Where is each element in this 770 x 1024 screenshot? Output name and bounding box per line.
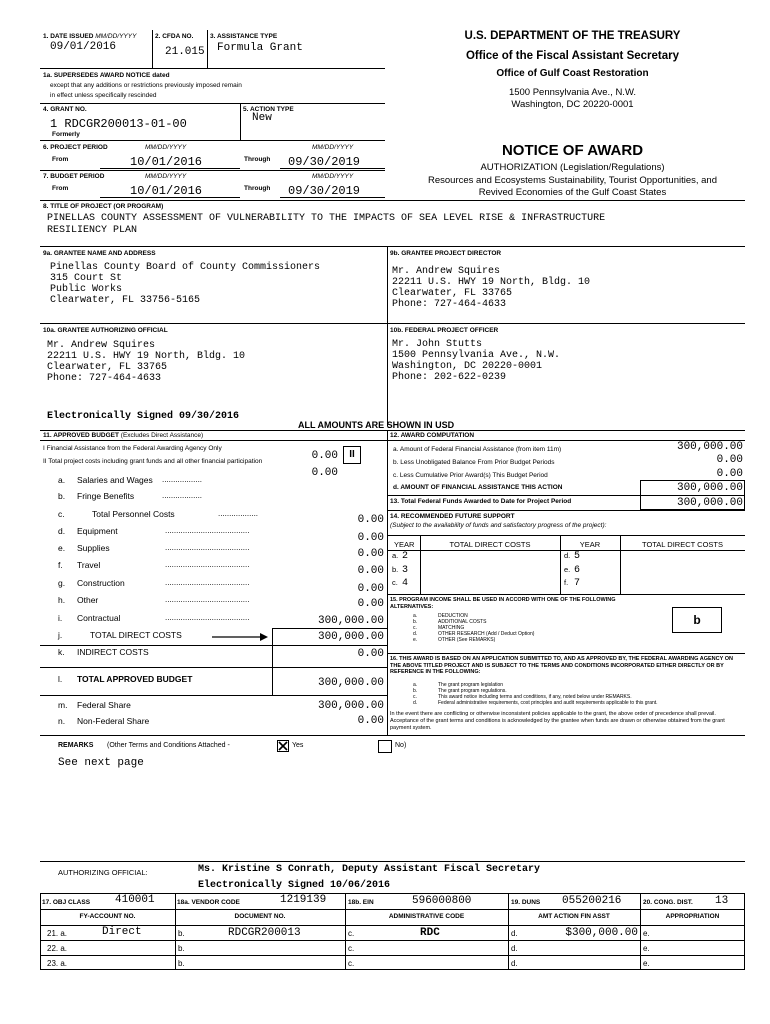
accounting-admin-value: RDC: [420, 927, 440, 939]
accounting-col-letter: c.: [348, 929, 355, 938]
terms-footer: In the event there are conflicting or otherwise inconsistent policies applicable to the grant, the above order of precedence shall prevail. Acceptance of the grant terms and conditions is acknowledged by the grantee when funds are drawn or otherwise obtained from the grant payment system.: [390, 711, 725, 731]
divider: [387, 535, 745, 536]
budget-line-letter: g.: [58, 578, 66, 588]
budget-line-letter: a.: [58, 475, 66, 485]
checkmark-x-icon: [278, 741, 288, 751]
divider: [387, 495, 640, 496]
divider: [387, 510, 745, 511]
accounting-col-letter: c.: [348, 959, 355, 968]
budget-line-letter: i.: [58, 613, 63, 623]
director-label: 9b. GRANTEE PROJECT DIRECTOR: [390, 250, 502, 257]
award-computation-label: 12. AWARD COMPUTATION: [390, 432, 475, 439]
total-funds-value: 300,000.00: [676, 497, 743, 509]
divider: [40, 430, 745, 431]
divider: [387, 653, 745, 654]
divider: [40, 861, 745, 862]
underline: [280, 197, 385, 198]
divider: [40, 667, 387, 668]
budget-line-name: Travel: [77, 560, 101, 570]
from-label: From: [52, 156, 69, 163]
future-row-letter: f.: [564, 578, 569, 587]
grantee-line: Pinellas County Board of County Commissioners: [50, 262, 321, 273]
project-title-line: RESILIENCY PLAN: [47, 225, 138, 236]
director-line: Clearwater, FL 33765: [392, 288, 513, 299]
budget-line-name: Total Personnel Costs: [92, 509, 175, 519]
date-issued-label: 1. DATE ISSUED MM/DD/YYYY: [43, 33, 137, 40]
divider: [272, 628, 387, 629]
future-row-year: 3: [402, 565, 409, 576]
budget-line-value: 300,000.00: [317, 700, 384, 712]
budget-line-dots: ......................................: [165, 543, 250, 552]
budget-line-letter: n.: [58, 716, 66, 726]
budget-line-letter: c.: [58, 509, 65, 519]
period-from-value: 10/01/2016: [130, 155, 203, 169]
future-row-year: 6: [574, 565, 581, 576]
program-income-selected: b: [672, 607, 722, 633]
budget-line-letter: e.: [58, 543, 66, 553]
authorizing-official-signature-label: AUTHORIZING OFFICIAL:: [58, 868, 148, 877]
budget-line-dots: ......................................: [165, 526, 250, 535]
divider: [40, 200, 745, 201]
director-line: Mr. Andrew Squires: [392, 266, 501, 277]
date-format: MM/DD/YYYY: [145, 144, 187, 151]
date-format: MM/DD/YYYY: [145, 173, 187, 180]
budget-line-value: 0.00: [357, 532, 384, 544]
income-option-letter: a.: [413, 613, 418, 619]
duns-label: 19. DUNS: [511, 899, 541, 906]
accounting-amount-value: $300,000.00: [565, 927, 638, 939]
budget-line-letter: l.: [58, 674, 63, 684]
remarks-no-checkbox[interactable]: [378, 740, 392, 753]
budget-line-name: Federal Share: [77, 700, 131, 710]
future-support-label: 14. RECOMMENDED FUTURE SUPPORT: [390, 513, 515, 520]
computation-a-value: 300,000.00: [676, 441, 743, 453]
budget-line-letter: d.: [58, 526, 66, 536]
cfda-label: 2. CFDA NO.: [155, 33, 194, 40]
divider: [40, 170, 385, 171]
assistance-type-label: 3. ASSISTANCE TYPE: [210, 33, 278, 40]
supersedes-note: except that any additions or restrictions previously imposed remain: [50, 82, 242, 89]
budget-line-name: TOTAL DIRECT COSTS: [90, 630, 182, 640]
accounting-col-letter: b.: [178, 944, 185, 953]
budget-line-dots: ..................: [162, 475, 203, 484]
budget-line-name: Equipment: [77, 526, 118, 536]
underline: [100, 197, 240, 198]
divider: [272, 628, 273, 668]
action-type-label: 5. ACTION TYPE: [243, 106, 294, 113]
grantee-line: Clearwater, FL 33756-5165: [50, 295, 201, 306]
authorizing-official-signed: Electronically Signed 10/06/2016: [198, 880, 391, 891]
divider: [640, 495, 745, 496]
future-row-year: 5: [574, 551, 581, 562]
income-option-text: ADDITIONAL COSTS: [438, 619, 487, 625]
future-row-letter: a.: [392, 551, 399, 560]
divider: [387, 246, 388, 426]
official-line: Phone: 727-464-4633: [47, 373, 162, 384]
officer-line: 1500 Pennsylvania Ave., N.W.: [392, 350, 561, 361]
future-cost-header: TOTAL DIRECT COSTS: [642, 540, 723, 549]
future-row-year: 4: [402, 578, 409, 589]
terms-item-letter: c.: [413, 694, 417, 700]
through-label: Through: [244, 156, 271, 163]
income-option-text: OTHER RESEARCH (Add / Deduct Option): [438, 631, 535, 637]
period-through-value: 09/30/2019: [288, 155, 361, 169]
ein-label: 18b. EIN: [348, 899, 374, 906]
remarks-note: (Other Terms and Conditions Attached -: [107, 742, 230, 749]
divider: [387, 430, 388, 735]
grantee-signature: Electronically Signed 09/30/2016: [47, 411, 240, 422]
computation-d-value: 300,000.00: [676, 482, 743, 494]
official-line: Clearwater, FL 33765: [47, 362, 168, 373]
terms-item-letter: d.: [413, 700, 418, 706]
grant-no-label: 4. GRANT NO.: [43, 106, 87, 113]
arrow-right-icon: [212, 629, 268, 639]
vendor-code-label: 18a. VENDOR CODE: [177, 899, 240, 906]
col-document-no: DOCUMENT NO.: [234, 913, 286, 920]
date-format: MM/DD/YYYY: [312, 144, 354, 151]
agency-sub-office: Office of Gulf Coast Restoration: [496, 68, 649, 79]
budget-line-name: Fringe Benefits: [77, 491, 135, 501]
authorization-line: Resources and Ecosystems Sustainability, Tourist Opportunities, and: [427, 175, 717, 186]
divider: [387, 594, 745, 595]
underline: [100, 168, 240, 169]
budget-line-name: Supplies: [77, 543, 110, 553]
accounting-col-letter: b.: [178, 959, 185, 968]
date-issued-value: 09/01/2016: [50, 41, 117, 53]
future-row-letter: b.: [392, 565, 399, 574]
authorization-line: AUTHORIZATION (Legislation/Regulations): [480, 162, 665, 173]
divider: [207, 30, 208, 68]
agency-office: Office of the Fiscal Assistant Secretary: [465, 50, 680, 62]
divider: [240, 103, 241, 140]
budget-line-dots: ......................................: [165, 613, 250, 622]
future-row-letter: d.: [564, 551, 571, 560]
agency-address: 1500 Pennsylvania Ave., N.W.: [508, 87, 637, 98]
budget-line-value: 0.00: [357, 548, 384, 560]
official-line: Mr. Andrew Squires: [47, 340, 156, 351]
computation-d-label: d. AMOUNT OF FINANCIAL ASSISTANCE THIS ACTION: [393, 484, 563, 491]
obj-class-label: 17. OBJ CLASS: [42, 899, 91, 906]
budget-line-name: INDIRECT COSTS: [77, 647, 149, 657]
budget-line-value: 0.00: [357, 565, 384, 577]
remarks-text: See next page: [58, 757, 144, 769]
action-type-value: New: [252, 112, 272, 124]
divider: [40, 645, 387, 646]
income-option-letter: c.: [413, 625, 417, 631]
budget-line-letter: m.: [58, 700, 68, 710]
budget-line-value: 0.00: [357, 598, 384, 610]
officer-line: Mr. John Stutts: [392, 339, 483, 350]
assistance-type-value: Formula Grant: [217, 42, 303, 54]
budget-line-dots: ......................................: [165, 560, 250, 569]
budget-period-label: 7. BUDGET PERIOD: [43, 173, 105, 180]
budget-line-value: 300,000.00: [317, 677, 384, 689]
accounting-col-letter: d.: [511, 944, 518, 953]
grantee-label: 9a. GRANTEE NAME AND ADDRESS: [43, 250, 156, 257]
budget-line-name: TOTAL APPROVED BUDGET: [77, 674, 193, 684]
budget-line-name: Other: [77, 595, 99, 605]
divider: [40, 323, 745, 324]
agency-department: U.S. DEPARTMENT OF THE TREASURY: [464, 30, 681, 42]
income-option-text: DEDUCTION: [438, 613, 468, 619]
budget-line-value: 0.00: [357, 648, 384, 660]
budget-line-letter: j.: [58, 630, 63, 640]
cfda-value: 21.015: [165, 46, 205, 58]
future-row-letter: c.: [392, 578, 398, 587]
budget-line-letter: b.: [58, 491, 66, 501]
divider: [40, 735, 745, 736]
remarks-yes-checkbox[interactable]: [277, 740, 289, 752]
col-admin-code: ADMINISTRATIVE CODE: [388, 913, 465, 920]
accounting-col-letter: d.: [511, 959, 518, 968]
accounting-row-number: 22. a.: [47, 944, 68, 953]
formerly-label: Formerly: [52, 131, 80, 138]
total-funds-label: 13. Total Federal Funds Awarded to Date for Project Period: [390, 498, 572, 505]
director-line: Phone: 727-464-4633: [392, 299, 507, 310]
authorizing-official-label: 10a. GRANTEE AUTHORIZING OFFICIAL: [43, 327, 168, 334]
budget-from-value: 10/01/2016: [130, 184, 203, 198]
future-support-note: (Subject to the availability of funds and satisfactory progress of the project):: [390, 522, 607, 529]
budget-line-value: 0.00: [357, 715, 384, 727]
supersedes-label: 1a. SUPERSEDES AWARD NOTICE dated: [43, 72, 170, 79]
divider: [508, 893, 509, 970]
project-title-label: 8. TITLE OF PROJECT (OR PROGRAM): [43, 203, 164, 210]
accounting-col-letter: c.: [348, 944, 355, 953]
budget-line-name: Contractual: [77, 613, 121, 623]
federal-officer-label: 10b. FEDERAL PROJECT OFFICER: [390, 327, 499, 334]
income-option-text: MATCHING: [438, 625, 465, 631]
future-row-letter: e.: [564, 565, 571, 574]
divider: [40, 695, 387, 696]
budget-line-letter: h.: [58, 595, 66, 605]
future-row-year: 7: [574, 578, 581, 589]
accounting-col-letter: b.: [178, 929, 185, 938]
computation-b-label: b. Less Unobligated Balance From Prior Budget Periods: [393, 459, 555, 466]
col-fy-account: FY-ACCOUNT NO.: [79, 913, 136, 920]
future-year-header: YEAR: [394, 540, 415, 549]
divider: [175, 893, 176, 970]
director-line: 22211 U.S. HWY 19 North, Bldg. 10: [392, 277, 591, 288]
divider: [640, 893, 641, 970]
budget-line-value: 0.00: [357, 514, 384, 526]
budget-line-value: 0.00: [357, 583, 384, 595]
cong-dist-label: 20. CONG. DIST.: [643, 899, 693, 906]
remarks-no-label: No): [395, 742, 407, 749]
budget-line-value: 0.00: [311, 467, 338, 479]
obj-class-value: 410001: [115, 894, 155, 906]
future-year-header: YEAR: [579, 540, 601, 549]
terms-item-text: The grant program legislation: [438, 682, 504, 688]
future-cost-header: TOTAL DIRECT COSTS: [449, 540, 531, 549]
income-option-text: OTHER (See REMARKS): [438, 637, 496, 643]
accounting-col-letter: d.: [511, 929, 518, 938]
vendor-code-value: 1219139: [280, 894, 327, 906]
grant-no-value: 1 RDCGR200013-01-00: [50, 117, 187, 131]
approved-budget-label: 11. APPROVED BUDGET (Excludes Direct Assistance): [43, 432, 204, 439]
notice-of-award-title: NOTICE OF AWARD: [501, 142, 644, 159]
authorizing-official-name: Ms. Kristine S Conrath, Deputy Assistant Fiscal Secretary: [198, 864, 541, 875]
project-title-line: PINELLAS COUNTY ASSESSMENT OF VULNERABILITY TO THE IMPACTS OF SEA LEVEL RISE & INFRASTRUCTURE: [47, 213, 606, 224]
computation-a-label: a. Amount of Federal Financial Assistance (from item 11m): [393, 446, 562, 453]
accounting-col-letter: e.: [643, 929, 650, 938]
remarks-label: REMARKS: [58, 742, 94, 749]
budget-line-dots: ..................: [218, 509, 259, 518]
divider: [40, 68, 385, 69]
divider: [40, 140, 385, 141]
project-period-label: 6. PROJECT PERIOD: [43, 144, 108, 151]
terms-item-letter: a.: [413, 682, 418, 688]
income-option-letter: e.: [413, 637, 418, 643]
terms-item-text: The grant program regulations.: [438, 688, 507, 694]
official-line: 22211 U.S. HWY 19 North, Bldg. 10: [47, 351, 246, 362]
from-label: From: [52, 185, 69, 192]
accounting-fy-value: Direct: [102, 926, 142, 938]
computation-b-value: 0.00: [716, 454, 743, 466]
terms-item-text: Federal administrative requirements, cost principles and audit requirements applicable to this grant.: [438, 700, 658, 706]
divider: [272, 667, 273, 695]
program-income-label: 15. PROGRAM INCOME SHALL BE USED IN ACCORD WITH ONE OF THE FOLLOWING ALTERNATIVES:: [390, 597, 616, 610]
budget-line-value: 0.00: [311, 450, 338, 462]
divider: [40, 440, 387, 441]
computation-c-label: c. Less Cumulative Prior Award(s) This Budget Period: [393, 472, 548, 479]
budget-line-name: Non-Federal Share: [77, 716, 150, 726]
computation-c-value: 0.00: [716, 468, 743, 480]
through-label: Through: [244, 185, 271, 192]
supersedes-note: in effect unless specifically rescinded: [50, 92, 157, 99]
agency-address: Washington, DC 20220-0001: [511, 99, 634, 110]
ein-value: 596000800: [412, 895, 472, 907]
budget-option-selected: II: [343, 446, 361, 464]
terms-label: 16. THIS AWARD IS BASED ON AN APPLICATION SUBMITTED TO, AND AS APPROVED BY, THE FEDERAL AWARDING AGENCY ON THE ABOVE TITLED PROJECT AND IS SUBJECT TO THE TERMS AND CONDITIONS INCORPORATED EITHER DIRECTLY OR BY REFERENCE IN THE FOLLOWING:: [390, 656, 733, 675]
col-amount: AMT ACTION FIN ASST: [538, 913, 610, 920]
divider: [345, 893, 346, 970]
accounting-row-number: 23. a.: [47, 959, 68, 968]
divider: [40, 103, 385, 104]
col-appropriation: APPROPRIATION: [665, 913, 720, 920]
future-row-year: 2: [402, 551, 409, 562]
budget-line-letter: f.: [58, 560, 63, 570]
duns-value: 055200216: [562, 895, 622, 907]
budget-line-dots: ......................................: [165, 595, 250, 604]
budget-line-name: Construction: [77, 578, 125, 588]
budget-line-letter: k.: [58, 647, 65, 657]
amounts-note: ALL AMOUNTS ARE SHOWN IN USD: [298, 420, 455, 430]
income-option-letter: b.: [413, 619, 418, 625]
budget-line-name: Salaries and Wages: [77, 475, 153, 485]
officer-line: Washington, DC 20220-0001: [392, 361, 543, 372]
terms-item-letter: b.: [413, 688, 418, 694]
budget-line-value: 300,000.00: [317, 631, 384, 643]
accounting-col-letter: e.: [643, 944, 650, 953]
cong-dist-value: 13: [715, 895, 729, 907]
income-option-letter: d.: [413, 631, 418, 637]
budget-line-dots: ..................: [162, 491, 203, 500]
grantee-line: Public Works: [50, 284, 123, 295]
budget-option-2: II Total project costs including grant funds and all other financial participation: [43, 458, 263, 465]
budget-option-1: I Financial Assistance from the Federal Awarding Agency Only: [43, 445, 222, 452]
budget-line-dots: ......................................: [165, 578, 250, 587]
date-format: MM/DD/YYYY: [312, 173, 354, 180]
underline: [280, 168, 385, 169]
budget-through-value: 09/30/2019: [288, 184, 361, 198]
authorization-line: Revived Economies of the Gulf Coast States: [478, 187, 667, 198]
accounting-row-number: 21. a.: [47, 929, 68, 938]
divider: [40, 246, 745, 247]
terms-item-text: This award notice including terms and conditions, if any, noted below under REMARKS.: [438, 694, 632, 700]
accounting-document-value: RDCGR200013: [228, 927, 301, 939]
officer-line: Phone: 202-622-0239: [392, 372, 507, 383]
remarks-yes-label: Yes: [292, 742, 304, 749]
grantee-line: 315 Court St: [50, 273, 123, 284]
accounting-col-letter: e.: [643, 959, 650, 968]
budget-line-value: 300,000.00: [317, 615, 384, 627]
divider: [152, 30, 153, 68]
